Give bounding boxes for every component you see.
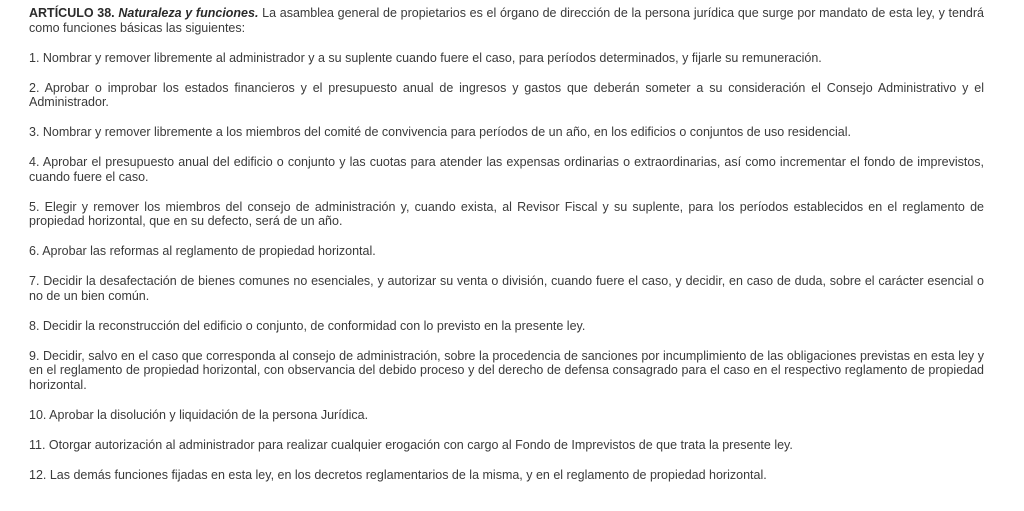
function-item-2: 2. Aprobar o improbar los estados financieros y el presupuesto anual de ingresos y gastos que deberán someter a su consideración el Consejo Administrativo y el Administrador. — [29, 80, 984, 110]
function-item-10: 10. Aprobar la disolución y liquidación de la persona Jurídica. — [29, 408, 369, 422]
article-intro: La asamblea general de propietarios es el órgano de dirección de la persona jurídica que surge por mandato de esta ley, y tendrá como funciones básicas las siguientes: — [29, 6, 984, 35]
function-item-6: 6. Aprobar las reformas al reglamento de propiedad horizontal. — [29, 244, 376, 259]
function-item-12: 12. Las demás funciones fijadas en esta ley, en los decretos reglamentarios de la misma, y en el reglamento de propiedad horizontal. — [29, 467, 767, 482]
function-item-5: 5. Elegir y remover los miembros del consejo de administración y, cuando exista, al Revisor Fiscal y su suplente, para los períodos establecidos en el reglamento de propiedad horizontal, que en su defecto, será de un año. — [29, 199, 984, 229]
function-item-8: 8. Decidir la reconstrucción del edificio o conjunto, de conformidad con lo previsto en la presente ley. — [29, 318, 586, 333]
function-item-3: 3. Nombrar y remover libremente a los miembros del comité de convivencia para períodos de un año, en los edificios o conjuntos de uso residencial. — [29, 125, 851, 140]
function-item-7: 7. Decidir la desafectación de bienes comunes no esenciales, y autorizar su venta o división, cuando fuere el caso, y decidir, en caso de duda, sobre el carácter esencial o no de un bien común. — [29, 274, 984, 303]
article-heading-paragraph — [29, 6, 984, 35]
function-item-4: 4. Aprobar el presupuesto anual del edificio o conjunto y las cuotas para atender las expensas ordinarias o extraordinarias, así como incrementar el fondo de imprevistos, cuando fuere el caso. — [29, 155, 984, 184]
function-item-1: 1. Nombrar y remover libremente al administrador y a su suplente cuando fuere el caso, para períodos determinados, y fijarle su remuneración. — [29, 50, 822, 65]
article-title: Naturaleza y funciones. — [118, 6, 259, 20]
article-number: ARTÍCULO 38. — [29, 6, 115, 20]
function-item-9: 9. Decidir, salvo en el caso que corresponda al consejo de administración, sobre la procedencia de sanciones por incumplimiento de las obligaciones previstas en esta ley y en el reglamento de propiedad horizontal, con observancia del debido proceso y del derecho de defensa consagrado para el caso en el respectivo reglamento de propiedad horizontal. — [29, 348, 984, 393]
function-item-11: 11. Otorgar autorización al administrador para realizar cualquier erogación con cargo al Fondo de Imprevistos de que trata la presente ley. — [29, 437, 793, 452]
